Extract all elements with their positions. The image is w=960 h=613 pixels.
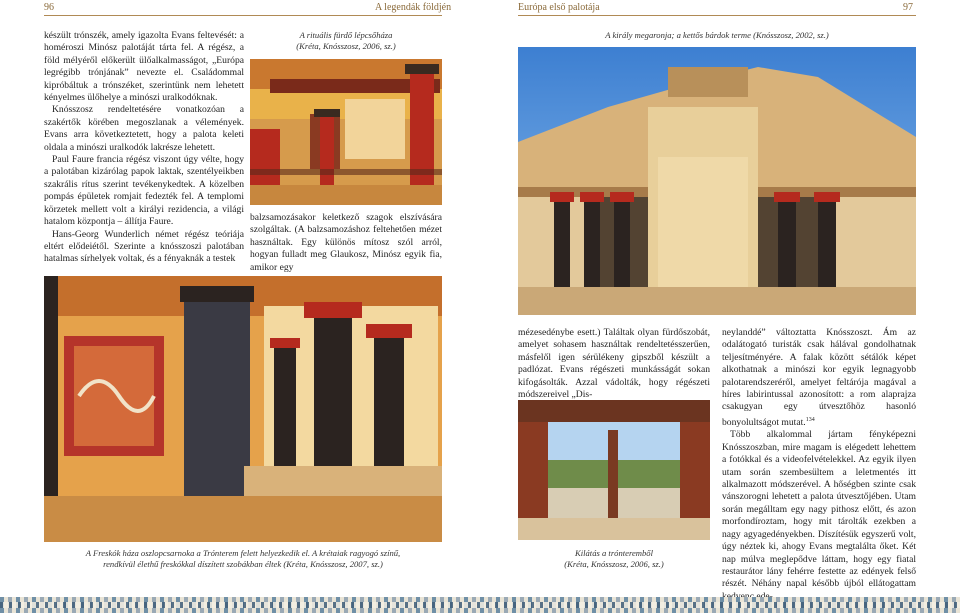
throne-room-caption-line-2: (Kréta, Knósszosz, 2006, sz.) <box>564 558 664 569</box>
house-of-frescoes-photo <box>44 276 442 542</box>
ritual-bath-staircase-photo <box>250 59 442 205</box>
left-paragraph-1: készült trónszék, amely igazolta Evans feltevését: a homéroszi Minósz palotáját tárta fel. A régész, a föld mélyéről előkerült ülőalkalmasságot, „Európa legrégibb trónjának” nevezte el. Családommal kipróbáltuk a trónszéket, szerintünk nem lehetett kényelmes ülőhelye a minószi uralkodóknak. <box>44 30 244 104</box>
stair-photo-caption <box>250 30 442 51</box>
throne-room-view-illustration <box>518 400 710 540</box>
right-paragraph-2: Több alkalommal jártam fényképezni Knósszoszban, mire magam is elégedett lehettem a fotókkal és a videofelvételekkel. Az egyik ilyen utam során szembesültem a leletmentés itt alkalmazott módszerével. A hőségben szinte csak vánszorogni lehetett a palota útvesztőjében. Utam során megálltam egy nagy pithosz előtt, és azon morfondíroztam, hogy mit tárolták ezekben a nagy agyagedényekben. Díszítésük egyszerű volt, úgy néztek ki, ahogy Evans megtalálta őket. Két nap múlva meglepődve láttam, hogy egy fiatal restaurátor lány fehérre festette az edények felső részét. Néhány napal később újból ellátogattam <box>722 429 916 590</box>
frescoes-caption-line-1: A Freskók háza oszlopcsarnoka a Trónterem felett helyezkedik el. A krétaiak ragyogó színű, <box>85 548 401 558</box>
right-running-title: Európa első palotája <box>518 2 600 13</box>
middle-text-column: balzsamozásakor keletkező szagok elszívására szolgáltak. (A balzsamozáshoz feltehetően mézet használtak. Egy különös mítosz szól arról, hogyan fulladt meg Glaukosz, Minósz egyik fia, amikor egy <box>250 212 442 273</box>
left-paragraph-2: Knósszosz rendeltetésére vonatkozóan a szakértők körében megoszlanak a vélemények. Evans arra következtetett, hogy a palota keleti oldala a minószi uralkodók lakrésze lehetett. <box>44 104 244 153</box>
left-header-rule <box>44 15 442 16</box>
right-header-rule <box>518 15 916 16</box>
megaron-photo-caption: A király megaronja; a kettős bárdok terme (Knósszosz, 2002, sz.) <box>605 30 829 40</box>
megaron-illustration <box>518 47 916 315</box>
right-middle-text-column: mézesedénybe esett.) Találtak olyan fürdőszobát, amelyet sohasem használtak rendeltetésszerűen, másfelől igen sérülékeny gipszből készült a padlózat. Evans régészeti munkásságát sokan kifogásolták. Azzal vádolták, hogy régészeti módszereivel „Dis- <box>518 327 710 401</box>
king-megaron-photo <box>518 47 916 315</box>
stair-caption-line-2: (Kréta, Knósszosz, 2006, sz.) <box>296 40 396 51</box>
frescoes-photo-caption <box>44 548 442 569</box>
decorative-bottom-border <box>0 597 960 613</box>
throne-room-view-photo <box>518 400 710 540</box>
right-page-number: 97 <box>903 2 913 13</box>
footnote-marker: 134 <box>805 416 815 423</box>
frescoes-caption-line-2: rendkívül élethű freskókkal díszített szobákban éltek (Kréta, Knósszosz, 2007, sz.) <box>103 558 383 569</box>
left-running-title: A legendák földjén <box>375 2 452 13</box>
right-text-column <box>722 327 916 603</box>
frescoes-colonnade-illustration <box>44 276 442 542</box>
left-paragraph-4: Hans-Georg Wunderlich német régész teóriája eltért elődeiétől. Szerinte a knósszoszi palotában hatalmas sírhelyek voltak, és a fényaknák a testek <box>44 228 244 265</box>
throne-room-caption-line-1: Kilátás a trónteremből <box>575 548 653 558</box>
left-page-number: 96 <box>44 2 54 13</box>
throne-room-caption <box>518 548 710 569</box>
stair-caption-line-1: A rituális fürdő lépcsőháza <box>299 30 393 40</box>
ritual-bath-illustration <box>250 59 442 205</box>
left-paragraph-3: Paul Faure francia régész viszont úgy vélte, hogy a palotában kizárólag papok laktak, szentélyeikben szakrális rítus szerint tevékenykedtek. A közelben pompás épületek romjait fedezték fel. A templomi körzetek mellett volt a királyi rezidencia, a világi hatalom központja – állítja Faure. <box>44 154 244 228</box>
left-text-column <box>44 30 244 266</box>
right-paragraph-1 <box>722 327 916 429</box>
right-paragraph-1-text: neylanddé” változtatta Knósszoszt. Ám az odalátogató turisták csak hálával gondolhatnak teljesítményére. A falak között sétálók képet alkothatnak a minószi kor egyik legnagyobb palotarendszeréről, amelyet feltárója magával a híres labirintussal azonosított: a rom alaprajza csakugyan egy útvesztőhöz hasonló bonyolultságot mutat. <box>722 327 916 429</box>
